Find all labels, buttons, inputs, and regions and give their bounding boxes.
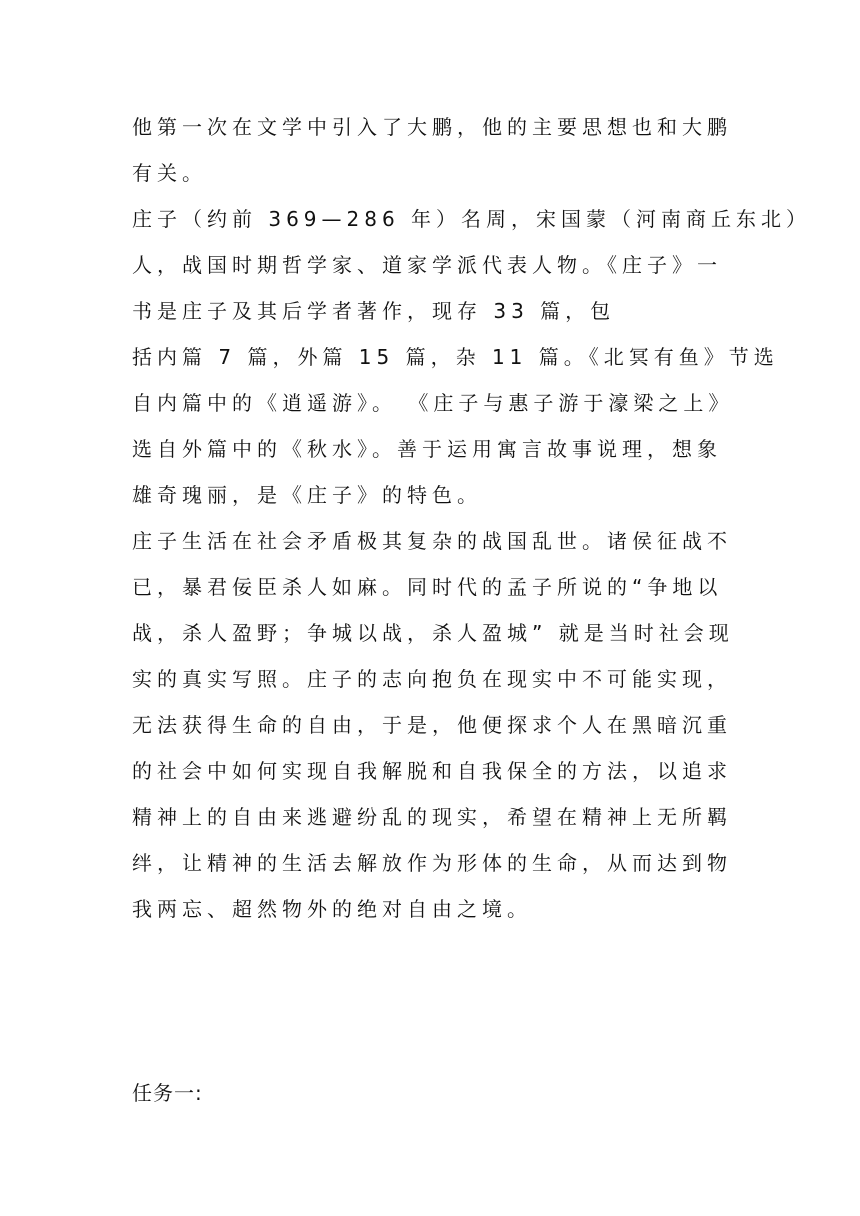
text-line: 的社会中如何实现自我解脱和自我保全的方法，以追求 [132,759,732,783]
text-line: 无法获得生命的自由，于是，他便探求个人在黑暗沉重 [132,713,732,737]
text-line: 书是庄子及其后学者著作，现存 33 篇，包 [132,299,616,323]
text-line: 庄子生活在社会矛盾极其复杂的战国乱世。诸侯征战不 [132,529,732,553]
text-line: 有关。 [132,161,207,185]
text-line: 人，战国时期哲学家、道家学派代表人物。《庄子》一 [132,253,722,277]
text-line: 雄奇瑰丽，是《庄子》的特色。 [132,483,482,507]
text-line: 实的真实写照。庄子的志向抱负在现实中不可能实现， [132,667,732,691]
text-line: 已，暴君佞臣杀人如麻。同时代的孟子所说的“争地以 [132,575,723,599]
paragraph-spacer [132,932,732,1070]
text-line: 战，杀人盈野；争城以战，杀人盈城” 就是当时社会现 [132,621,734,645]
text-line: 绊，让精神的生活去解放作为形体的生命，从而达到物 [132,851,732,875]
text-line: 庄子（约前 369—286 年）名周，宋国蒙（河南商丘东北） [132,207,812,231]
text-line: 我两忘、超然物外的绝对自由之境。 [132,897,532,921]
document-body [132,104,812,1116]
text-line: 括内篇 7 篇，外篇 15 篇，杂 11 篇。《北冥有鱼》节选 [132,345,779,369]
text-line: 选自外篇中的《秋水》。善于运用寓言故事说理，想象 [132,437,722,461]
text-line: 他第一次在文学中引入了大鹏，他的主要思想也和大鹏 [132,115,732,139]
text-line: 自内篇中的《逍遥游》。 《庄子与惠子游于濠梁之上》 [132,391,734,415]
task-heading: 任务一: [132,1081,203,1105]
text-line: 精神上的自由来逃避纷乱的现实，希望在精神上无所羁 [132,805,732,829]
